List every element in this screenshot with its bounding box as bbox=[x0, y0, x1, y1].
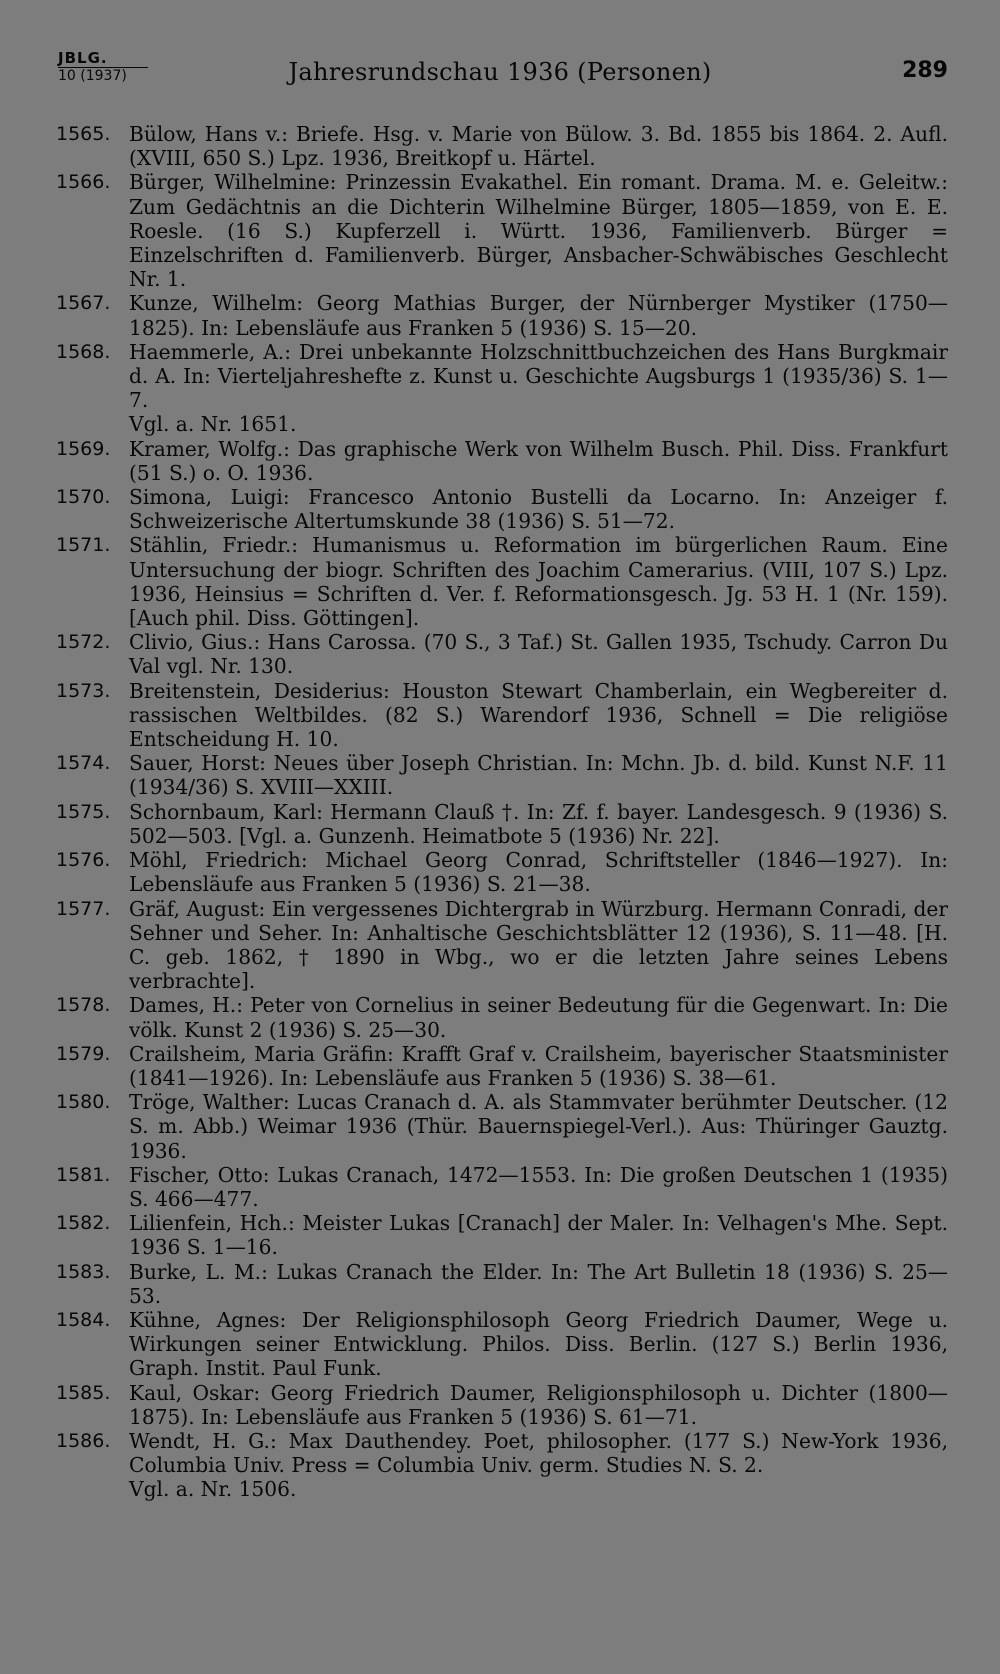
entry-number: 1576. bbox=[56, 849, 111, 872]
entry-text: Kühne, Agnes: Der Religionsphilosoph Georg Friedrich Daumer, Wege u. Wirkungen seiner Entwicklung. Philos. Diss. Berlin. (127 S.) Berlin 1936, Graph. Instit. Paul Funk. bbox=[129, 1307, 948, 1381]
entry-text: Möhl, Friedrich: Michael Georg Conrad, Schriftsteller (1846—1927). In: Lebensläufe aus Franken 5 (1936) S. 21—38. bbox=[129, 848, 948, 897]
bibliography-list bbox=[56, 122, 948, 1502]
bibliography-entry bbox=[56, 533, 948, 630]
entry-number: 1580. bbox=[56, 1091, 111, 1114]
entry-text: Kunze, Wilhelm: Georg Mathias Burger, der Nürnberger Mystiker (1750—1825). In: Lebensläufe aus Franken 5 (1936) S. 15—20. bbox=[129, 291, 948, 340]
entry-number: 1565. bbox=[56, 123, 111, 145]
bibliography-entry bbox=[56, 170, 948, 291]
running-title: Jahresrundschau 1936 (Personen) bbox=[288, 58, 712, 86]
bibliography-entry bbox=[56, 1163, 948, 1211]
bibliography-entry bbox=[56, 1381, 948, 1429]
bibliography-entry bbox=[56, 1308, 948, 1381]
entry-text: Bülow, Hans v.: Briefe. Hsg. v. Marie von Bülow. 3. Bd. 1855 bis 1864. 2. Aufl. (XVIII, 650 S.) Lpz. 1936, Breitkopf u. Härtel. bbox=[129, 122, 948, 171]
entry-number: 1586. bbox=[56, 1429, 111, 1452]
page-number: 289 bbox=[902, 58, 948, 83]
entry-text: Schornbaum, Karl: Hermann Clauß †. In: Zf. f. bayer. Landesgesch. 9 (1936) S. 502—503. [Vgl. a. Gunzenh. Heimatbote 5 (1936) Nr. 22]. bbox=[129, 799, 948, 848]
entry-number: 1585. bbox=[56, 1381, 111, 1404]
bibliography-entry bbox=[56, 897, 948, 994]
entry-number: 1583. bbox=[56, 1260, 111, 1283]
entry-number: 1581. bbox=[56, 1163, 111, 1186]
entry-text: Stählin, Friedr.: Humanismus u. Reformation im bürgerlichen Raum. Eine Untersuchung der biogr. Schriften des Joachim Camerarius. (VIII, 107 S.) Lpz. 1936, Heinsius = Schriften d. Ver. f. Reformationsgesch. Jg. 53 H. 1 (Nr. 159). [Auch phil. Diss. Göttingen]. bbox=[129, 533, 948, 631]
entry-text: Haemmerle, A.: Drei unbekannte Holzschnittbuchzeichen des Hans Burgkmair d. A. In: Vierteljahreshefte z. Kunst u. Geschichte Augsburgs 1 (1935/36) S. 1—7. bbox=[129, 339, 948, 413]
bibliography-entry bbox=[56, 1042, 948, 1090]
entry-number: 1578. bbox=[56, 994, 111, 1017]
entry-number: 1566. bbox=[56, 171, 111, 194]
entry-text: Fischer, Otto: Lukas Cranach, 1472—1553. In: Die großen Deutschen 1 (1935) S. 466—477. bbox=[129, 1162, 948, 1211]
entry-number: 1582. bbox=[56, 1212, 111, 1235]
entry-text: Kaul, Oskar: Georg Friedrich Daumer, Religionsphilosoph u. Dichter (1800—1875). In: Lebensläufe aus Franken 5 (1936) S. 61—71. bbox=[129, 1380, 948, 1429]
entry-number: 1568. bbox=[56, 340, 111, 363]
entry-text: Dames, H.: Peter von Cornelius in seiner Bedeutung für die Gegenwart. In: Die völk. Kunst 2 (1936) S. 25—30. bbox=[129, 993, 948, 1042]
bibliography-entry bbox=[56, 751, 948, 799]
entry-number: 1571. bbox=[56, 534, 111, 557]
entry-text: Breitenstein, Desiderius: Houston Stewart Chamberlain, ein Wegbereiter d. rassischen Weltbildes. (82 S.) Warendorf 1936, Schnell = Die religiöse Entscheidung H. 10. bbox=[129, 678, 948, 752]
bibliography-entry bbox=[56, 1211, 948, 1259]
bibliography-entry bbox=[56, 122, 948, 170]
bibliography-entry bbox=[56, 679, 948, 752]
entry-text: Gräf, August: Ein vergessenes Dichtergrab in Würzburg. Hermann Conradi, der Sehner und Seher. In: Anhaltische Geschichtsblätter 12 (1936), S. 11—48. [H. C. geb. 1862, † 1890 in Wbg., wo er die letzten Jahre seines Lebens verbrachte]. bbox=[129, 896, 948, 994]
entry-number: 1574. bbox=[56, 752, 111, 775]
entry-text: Lilienfein, Hch.: Meister Lukas [Cranach] der Maler. In: Velhagen's Mhe. Sept. 1936 S. 1—16. bbox=[129, 1211, 948, 1260]
entry-number: 1570. bbox=[56, 486, 111, 509]
entry-cross-reference: Vgl. a. Nr. 1651. bbox=[129, 412, 297, 437]
entry-number: 1577. bbox=[56, 897, 111, 920]
bibliography-entry bbox=[56, 1429, 948, 1502]
journal-abbreviation: JBLG. bbox=[58, 50, 148, 68]
bibliography-entry bbox=[56, 291, 948, 339]
entry-text: Tröge, Walther: Lucas Cranach d. A. als Stammvater berühmter Deutscher. (12 S. m. Abb.) Weimar 1936 (Thür. Bauernspiegel-Verl.). Aus: Thüringer Gauztg. 1936. bbox=[129, 1090, 948, 1163]
bibliography-entry bbox=[56, 630, 948, 678]
bibliography-entry bbox=[56, 485, 948, 533]
entry-number: 1567. bbox=[56, 292, 111, 315]
bibliography-entry bbox=[56, 848, 948, 896]
entry-text: Sauer, Horst: Neues über Joseph Christian. In: Mchn. Jb. d. bild. Kunst N.F. 11 (1934/36) S. XVIII—XXIII. bbox=[129, 751, 948, 800]
bibliography-entry bbox=[56, 437, 948, 485]
entry-text: Clivio, Gius.: Hans Carossa. (70 S., 3 Taf.) St. Gallen 1935, Tschudy. Carron Du Val vgl. Nr. 130. bbox=[129, 630, 948, 679]
bibliography-entry bbox=[56, 1090, 948, 1163]
bibliography-entry bbox=[56, 993, 948, 1041]
entry-number: 1584. bbox=[56, 1308, 111, 1331]
entry-number: 1575. bbox=[56, 800, 111, 823]
entry-text: Kramer, Wolfg.: Das graphische Werk von Wilhelm Busch. Phil. Diss. Frankfurt (51 S.) o. O. 1936. bbox=[129, 436, 948, 485]
entry-cross-reference: Vgl. a. Nr. 1506. bbox=[129, 1477, 297, 1502]
entry-text: Simona, Luigi: Francesco Antonio Bustelli da Locarno. In: Anzeiger f. Schweizerische Altertumskunde 38 (1936) S. 51—72. bbox=[129, 485, 948, 534]
bibliography-entry bbox=[56, 340, 948, 437]
entry-text: Burke, L. M.: Lukas Cranach the Elder. In: The Art Bulletin 18 (1936) S. 25—53. bbox=[129, 1259, 948, 1308]
entry-number: 1573. bbox=[56, 679, 111, 702]
entry-number: 1579. bbox=[56, 1042, 111, 1065]
bibliography-entry bbox=[56, 800, 948, 848]
bibliography-entry bbox=[56, 1260, 948, 1308]
volume-year: 10 (1937) bbox=[58, 68, 127, 84]
entry-number: 1569. bbox=[56, 437, 111, 460]
entry-text: Bürger, Wilhelmine: Prinzessin Evakathel. Ein romant. Drama. M. e. Geleitw.: Zum Gedächtnis an die Dichterin Wilhelmine Bürger, 1805—1859, von E. E. Roesle. (16 S.) Kupferzell i. Württ. 1936, Familienverb. Bürger = Einzelschriften d. Familienverb. Bürger, Ansbacher-Schwäbisches Geschlecht Nr. 1. bbox=[129, 170, 948, 292]
entry-text: Crailsheim, Maria Gräfin: Krafft Graf v. Crailsheim, bayerischer Staatsminister (1841—1926). In: Lebensläufe aus Franken 5 (1936) S. 38—61. bbox=[129, 1041, 948, 1090]
entry-number: 1572. bbox=[56, 631, 111, 654]
entry-text: Wendt, H. G.: Max Dauthendey. Poet, philosopher. (177 S.) New-York 1936, Columbia Univ. Press = Columbia Univ. germ. Studies N. S. 2. bbox=[129, 1428, 948, 1478]
